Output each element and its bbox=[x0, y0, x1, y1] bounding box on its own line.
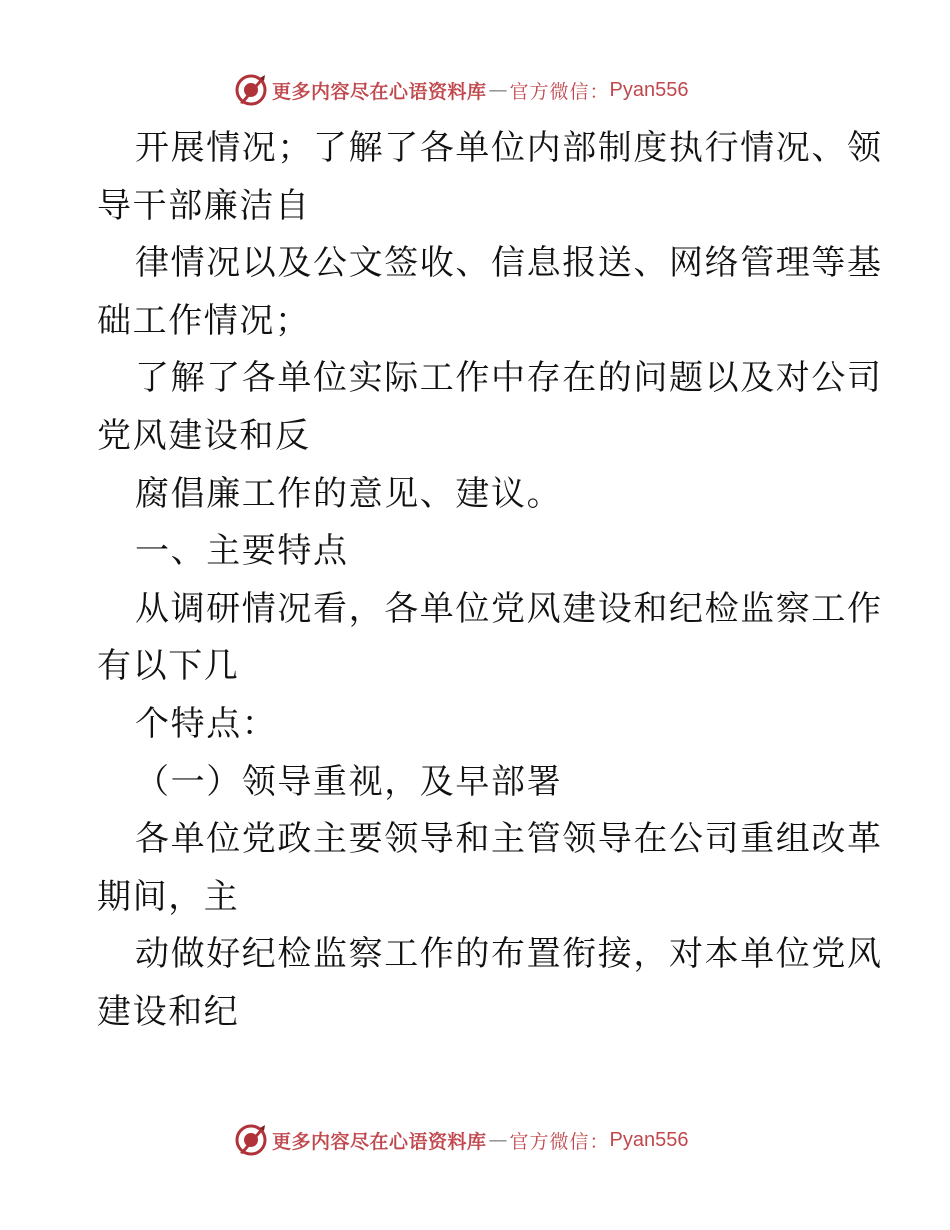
text-line: 有以下几 bbox=[97, 646, 240, 687]
text-line: 建设和纪 bbox=[97, 991, 240, 1032]
watermark-dash: — bbox=[488, 1129, 508, 1151]
quill-seal-icon bbox=[234, 73, 268, 107]
watermark-wechat-id: Pyan556 bbox=[609, 78, 689, 101]
quill-seal-icon bbox=[234, 1123, 268, 1157]
text-line: 导干部廉洁自 bbox=[97, 185, 311, 226]
watermark-dash: — bbox=[488, 79, 508, 101]
footer-watermark bbox=[234, 1122, 689, 1158]
watermark-label: 官方微信： bbox=[509, 1130, 610, 1153]
watermark-label: 官方微信： bbox=[509, 80, 610, 103]
watermark-site-text: 更多内容尽在心语资料库 bbox=[272, 1130, 487, 1153]
watermark-site-text: 更多内容尽在心语资料库 bbox=[272, 80, 487, 103]
text-line: 开展情况；了解了各单位内部制度执行情况、领 bbox=[135, 128, 883, 168]
watermark-wechat-id: Pyan556 bbox=[609, 1128, 689, 1151]
header-watermark bbox=[234, 72, 689, 108]
text-line: 律情况以及公文签收、信息报送、网络管理等基 bbox=[135, 243, 883, 284]
text-line: 个特点： bbox=[135, 703, 278, 744]
text-line: 腐倡廉工作的意见、建议。 bbox=[135, 473, 563, 514]
text-line: 了解了各单位实际工作中存在的问题以及对公司 bbox=[135, 358, 883, 399]
text-line: 期间，主 bbox=[97, 876, 240, 917]
document-body bbox=[97, 120, 883, 1042]
text-line: 一、主要特点 bbox=[135, 531, 349, 572]
text-line: 动做好纪检监察工作的布置衔接，对本单位党风 bbox=[135, 934, 883, 975]
text-line: 党风建设和反 bbox=[97, 415, 311, 456]
text-line: 各单位党政主要领导和主管领导在公司重组改革 bbox=[135, 819, 883, 860]
text-line: （一）领导重视，及早部署 bbox=[135, 761, 563, 802]
text-line: 础工作情况； bbox=[97, 300, 311, 341]
text-line: 从调研情况看，各单位党风建设和纪检监察工作 bbox=[135, 588, 883, 629]
